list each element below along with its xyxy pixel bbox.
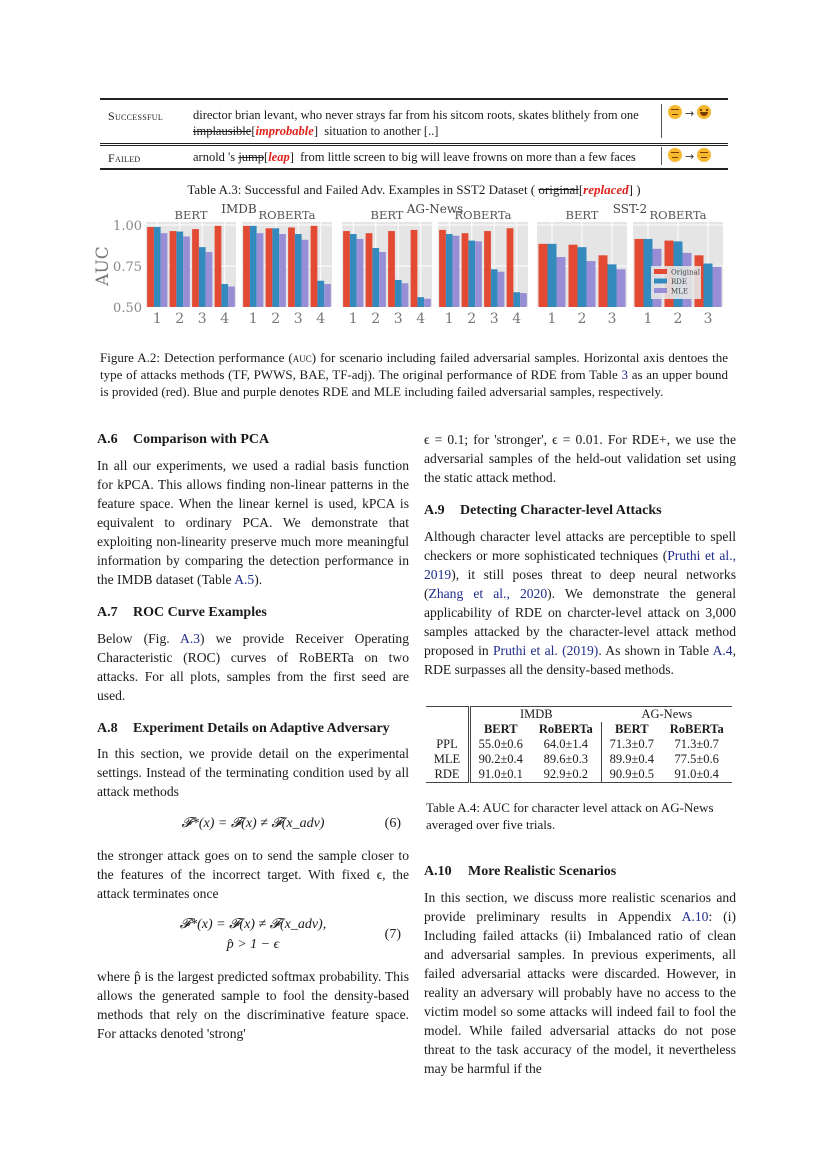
section-number: A.10	[424, 864, 452, 879]
bar-rde	[704, 264, 713, 307]
bar-original	[439, 230, 446, 307]
bar-rde	[295, 234, 302, 307]
table-row	[426, 737, 732, 752]
x-tick-label: 1	[547, 311, 557, 327]
caption-text-end: )	[636, 182, 641, 197]
caption-replaced-word: replaced	[583, 182, 629, 197]
x-tick-label: 3	[703, 311, 713, 327]
right-column	[424, 430, 736, 679]
section-title: Comparison with PCA	[133, 432, 270, 447]
sentiment-change-failed	[668, 148, 711, 164]
x-tick-label: 3	[393, 311, 403, 327]
section-a6-paragraph	[97, 456, 409, 589]
panel-model-title: BERT	[174, 208, 208, 222]
figure-a2-chart	[90, 198, 740, 338]
bar-mle	[453, 236, 460, 307]
bar-original	[507, 228, 514, 307]
bar-mle	[520, 293, 527, 307]
table-row	[426, 752, 732, 767]
arrow-icon: →	[685, 107, 695, 120]
appendix-a10-link[interactable]: A.10	[681, 909, 709, 924]
bar-original	[411, 230, 418, 307]
section-a10	[424, 862, 736, 1078]
x-tick-label: 2	[467, 311, 477, 327]
caption-text: Table A.3: Successful and Failed Adv. Examples in SST2 Dataset (	[187, 182, 536, 197]
section-a8-paragraph-4: ϵ = 0.1; for 'stronger', ϵ = 0.01. For RDE+, we use the adversarial samples of the held-out validation set using the static attack method.	[424, 432, 736, 485]
x-tick-label: 3	[293, 311, 303, 327]
caption-auc: auc	[292, 350, 312, 365]
x-tick-label: 1	[152, 311, 162, 327]
row-label: PPL	[436, 737, 458, 751]
bar-original	[539, 244, 548, 307]
x-tick-label: 2	[371, 311, 381, 327]
x-tick-label: 1	[348, 311, 358, 327]
bar-rde	[250, 226, 257, 307]
x-tick-label: 3	[489, 311, 499, 327]
table-a3-example-failed: arnold 's jump[leap] from little screen to big will leave frowns on more than a few faces	[193, 150, 636, 164]
bar-rde	[350, 234, 357, 307]
bar-rde	[176, 232, 183, 307]
bar-original	[484, 231, 491, 307]
bar-mle	[161, 233, 168, 307]
paragraph-text: , RDE surpasses all the density-based methods.	[424, 643, 736, 677]
table-a3-bottom-rule	[100, 168, 728, 170]
legend-label: Original	[671, 268, 700, 277]
x-tick-label: 4	[220, 311, 230, 327]
paragraph-text: ), it still poses threat to deep neural networks (	[424, 567, 736, 601]
replaced-word: improbable	[255, 124, 314, 138]
bar-original	[192, 229, 199, 307]
equation-text: 𝓕*(x) = 𝓕(x) ≠ 𝓕(x_adv)	[181, 816, 325, 831]
paragraph-text: ).	[254, 572, 263, 587]
table-cell: 55.0±0.6	[470, 737, 531, 752]
section-title: Detecting Character-level Attacks	[460, 503, 662, 518]
table-a4-link[interactable]: A.4	[712, 643, 733, 658]
bar-rde	[317, 281, 324, 307]
original-word: implausible	[193, 124, 252, 138]
section-heading-a7	[97, 603, 409, 622]
y-tick-label: 0.75	[113, 260, 142, 275]
panel-model-title: BERT	[565, 208, 599, 222]
section-number: A.8	[97, 721, 118, 736]
row-label: RDE	[434, 767, 460, 781]
table-a3-mid-rule	[100, 143, 728, 144]
caption-text: Figure A.2: Detection performance (	[100, 350, 293, 365]
equation-6	[97, 814, 409, 833]
bar-original	[635, 239, 644, 307]
bar-mle	[557, 257, 566, 307]
paragraph-text: . As shown in Table	[598, 643, 713, 658]
bar-original	[215, 226, 222, 307]
legend-label: MLE	[671, 287, 688, 296]
legend-swatch-original	[654, 269, 667, 274]
bar-mle	[498, 272, 505, 307]
bar-rde	[491, 269, 498, 307]
bar-mle	[183, 236, 190, 307]
table-column-header: BERT	[470, 722, 531, 737]
bar-rde	[548, 244, 557, 307]
section-title: More Realistic Scenarios	[468, 864, 617, 879]
citation-link[interactable]: Zhang et al., 2020	[428, 586, 548, 601]
panel-model-title: ROBERTa	[258, 208, 316, 222]
paragraph-text: Although character level attacks are perceptible to spell checkers or more sophisticated techniques (	[424, 529, 736, 563]
section-a8-paragraph-3: where p̂ is the largest predicted softmax probability. This allows the generated sample to fool the density-based methods that rely on the discriminative feature space. For attacks denoted 'strong'	[97, 969, 409, 1041]
bar-original	[462, 233, 469, 307]
table-cell: 71.3±0.7	[674, 737, 719, 751]
table-column-header: RoBERTa	[669, 722, 724, 736]
x-tick-label: 2	[271, 311, 281, 327]
bar-mle	[475, 241, 482, 307]
table-a3-example-successful: director brian levant, who never strays far from his sitcom roots, skates blithely from one implausible[improbable] situation to another [..]	[193, 108, 639, 138]
section-heading-a9	[424, 501, 736, 520]
x-tick-label: 4	[316, 311, 326, 327]
bar-original	[343, 231, 350, 307]
bar-mle	[357, 239, 364, 307]
dataset-title: AG-News	[406, 202, 464, 216]
table-cell: 89.6±0.3	[543, 752, 588, 766]
bar-rde	[468, 241, 475, 307]
section-a7-paragraph	[97, 629, 409, 705]
table-cell: 71.3±0.7	[602, 737, 662, 752]
bar-mle	[257, 233, 264, 307]
paragraph-text: ). We demonstrate the general applicability of RDE on charcter-level attack on 3,000 samples attacked by the character-level attack method proposed in	[424, 586, 736, 658]
table-3-link[interactable]: 3	[621, 367, 628, 382]
table-cell: 91.0±0.1	[470, 767, 531, 783]
bar-original	[170, 231, 177, 307]
legend-swatch-mle	[654, 288, 667, 293]
table-a5-link[interactable]: A.5	[234, 572, 255, 587]
table-column-header: BERT	[602, 722, 662, 737]
bar-rde	[578, 247, 587, 307]
angry-face-icon	[668, 105, 682, 119]
caption-text: as an upper bound is provided (red). Blue and purple denotes RDE and MLE including failed adversarial samples, respectively.	[100, 367, 728, 399]
figure-a3-link[interactable]: A.3	[180, 631, 201, 646]
left-column	[97, 430, 409, 1043]
x-tick-label: 3	[197, 311, 207, 327]
table-cell: 90.9±0.5	[602, 767, 662, 783]
paragraph-text: In this section, we discuss more realistic scenarios and provide preliminary results in Appendix	[424, 890, 736, 924]
table-cell: 89.9±0.4	[602, 752, 662, 767]
x-tick-label: 2	[175, 311, 185, 327]
bar-original	[599, 255, 608, 307]
bar-original	[288, 227, 295, 307]
paragraph-text: ) we provide Receiver Operating Characteristic (ROC) curves of RoBERTa on two attacks. For all plots, samples from the first seed are used.	[97, 631, 409, 703]
bar-original	[147, 227, 154, 307]
example-text-after: from little screen to big will leave frowns on more than a few faces	[300, 150, 636, 164]
section-a8-paragraph-2: the stronger attack goes on to send the sample closer to the features of the incorrect target. With fixed ϵ, the attack terminates once	[97, 848, 409, 901]
bar-original	[366, 233, 373, 307]
bar-mle	[279, 234, 286, 307]
section-title: ROC Curve Examples	[133, 605, 267, 620]
paragraph-text: Below (Fig.	[97, 631, 181, 646]
bar-rde	[199, 247, 206, 307]
equation-number: (7)	[384, 927, 401, 942]
bar-original	[311, 226, 318, 307]
panel-model-title: BERT	[370, 208, 404, 222]
section-a8-paragraph-1: In this section, we provide detail on the experimental settings. Instead of the terminating condition used by all attack methods	[97, 746, 409, 799]
x-tick-label: 4	[512, 311, 522, 327]
y-axis-label: AUC	[93, 246, 113, 286]
section-heading-a10	[424, 862, 736, 881]
example-text-after: situation to another [..]	[324, 124, 439, 138]
arrow-icon: →	[685, 150, 695, 163]
section-number: A.9	[424, 503, 445, 518]
bar-rde	[446, 234, 453, 307]
table-cell: 77.5±0.6	[674, 752, 719, 766]
table-column-header: RoBERTa	[538, 722, 593, 736]
section-number: A.6	[97, 432, 118, 447]
table-a4	[426, 706, 732, 783]
bar-original	[388, 231, 395, 307]
equation-line-2: p̂ > 1 − ϵ	[226, 937, 280, 952]
x-tick-label: 4	[416, 311, 426, 327]
x-tick-label: 1	[444, 311, 454, 327]
caption-original-word: original	[538, 182, 579, 197]
legend-swatch-rde	[654, 279, 667, 284]
section-heading-a8	[97, 719, 409, 738]
table-cell: 90.2±0.4	[470, 752, 531, 767]
original-word: jump	[238, 150, 265, 164]
dataset-title: SST-2	[612, 202, 648, 216]
bar-rde	[417, 297, 424, 307]
smiling-face-icon	[697, 105, 711, 119]
dataset-title: IMDB	[221, 202, 257, 216]
table-cell: 92.9±0.2	[543, 767, 588, 781]
x-tick-label: 3	[607, 311, 617, 327]
bar-mle	[228, 287, 235, 308]
equation-line-1: 𝓕*(x) = 𝓕(x) ≠ 𝓕(x_adv),	[179, 917, 327, 932]
table-cell: 64.0±1.4	[543, 737, 588, 751]
panel-model-title: ROBERTa	[454, 208, 512, 222]
bar-original	[266, 228, 273, 307]
citation-link[interactable]: Pruthi et al., 2019	[424, 548, 736, 582]
row-label: MLE	[433, 752, 461, 766]
table-a3-mid-rule-2	[100, 145, 728, 146]
bar-rde	[154, 227, 161, 307]
bar-original	[243, 226, 250, 307]
paragraph-text: : (i) Including failed attacks (ii) Imbalanced ratio of clean and adversarial samples. In previous experiments, all failed adversarial attacks were discarded. However, in reality an adversary will probably have no access to the victim model so some attacks will indeed fail to fool the model. While failed adversarial attacks do not pose threat to the task accuracy of the model, it nevertheless may be harmful if the	[424, 909, 737, 1076]
section-a9-paragraph	[424, 527, 736, 679]
x-tick-label: 1	[248, 311, 258, 327]
table-a3-caption: Table A.3: Successful and Failed Adv. Examples in SST2 Dataset ( original[replaced] )	[187, 182, 641, 197]
paragraph-text: In all our experiments, we used a radial basis function for kPCA. This allows finding non-linear patterns in the feature space. When the linear kernel is used, kPCA is equivalent to ordinary PCA. We demonstrate that exploiting non-linearity preserve much more meaningful information by comparing the detection performance in the IMDB dataset (Table	[97, 458, 409, 587]
angry-face-icon	[697, 148, 711, 162]
bar-mle	[402, 283, 409, 307]
figure-a2-caption	[100, 349, 728, 400]
x-tick-label: 2	[673, 311, 683, 327]
bar-mle	[206, 252, 213, 307]
example-text-before: arnold 's	[193, 150, 236, 164]
section-heading-a6	[97, 430, 409, 449]
sentiment-change-successful	[668, 105, 711, 121]
angry-face-icon	[668, 148, 682, 162]
table-cell: 91.0±0.4	[674, 767, 719, 781]
table-a3-divider	[661, 104, 662, 138]
bar-mle	[617, 269, 626, 307]
table-row	[426, 767, 732, 783]
table-a3-label-failed: Failed	[108, 151, 141, 165]
bar-mle	[302, 240, 309, 307]
section-title: Experiment Details on Adaptive Adversary	[133, 721, 390, 736]
y-tick-label: 1.00	[113, 219, 142, 234]
table-a4-caption: Table A.4: AUC for character level attack on AG-News averaged over five trials.	[426, 800, 714, 832]
panel-model-title: ROBERTa	[649, 208, 707, 222]
caption-text: ) for scenario including failed adversarial samples. Horizontal axis dentoes the type of attacks methods (TF, PWWS, BAE, TF-adj). The original performance of RDE from Table	[100, 350, 729, 382]
replaced-word: leap	[268, 150, 290, 164]
bar-mle	[587, 261, 596, 307]
bar-rde	[221, 284, 228, 307]
bar-rde	[372, 248, 379, 307]
bar-original	[569, 245, 578, 307]
bar-rde	[513, 292, 520, 307]
table-group-header: AG-News	[641, 707, 693, 721]
table-a3-top-rule	[100, 98, 728, 100]
section-number: A.7	[97, 605, 118, 620]
bar-mle	[379, 252, 386, 307]
section-a10-paragraph	[424, 888, 736, 1078]
legend-label: RDE	[671, 278, 687, 286]
y-tick-label: 0.50	[113, 301, 142, 316]
bar-mle	[324, 284, 331, 307]
table-group-header: IMDB	[470, 707, 602, 723]
equation-7	[97, 915, 409, 955]
citation-link[interactable]: Pruthi et al. (2019)	[492, 643, 599, 658]
table-a3-divider	[661, 147, 662, 165]
bar-rde	[272, 228, 279, 307]
bar-rde	[395, 280, 402, 307]
bar-mle	[424, 299, 431, 307]
bar-rde	[608, 264, 617, 307]
equation-number: (6)	[384, 816, 401, 831]
x-tick-label: 1	[643, 311, 653, 327]
table-a3-label-successful: Successful	[108, 109, 164, 123]
bar-mle	[713, 267, 722, 307]
x-tick-label: 2	[577, 311, 587, 327]
example-text-before: director brian levant, who never strays far from his sitcom roots, skates blithely from one	[193, 108, 639, 122]
